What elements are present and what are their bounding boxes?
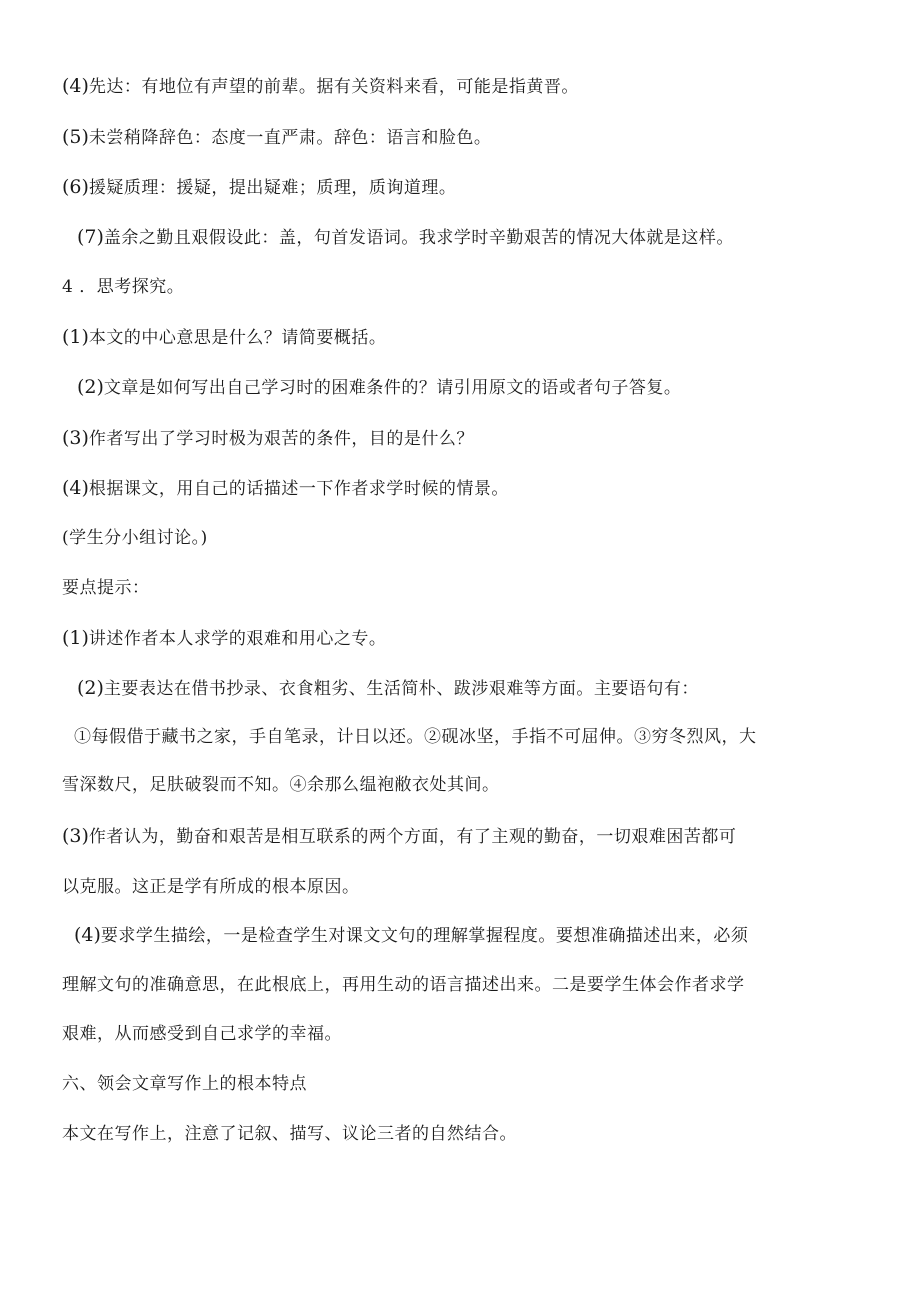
item-number: (3) — [62, 427, 89, 449]
item-text: 先达：有地位有声望的前辈。据有关资料来看，可能是指黄晋。 — [88, 77, 579, 97]
discussion-note: (学生分小组讨论。) — [62, 528, 208, 548]
item-number: (1) — [62, 627, 89, 649]
item-text: 讲述作者本人求学的艰难和用心之专。 — [88, 629, 387, 649]
item-text: 援疑质理：援疑，提出疑难；质理，质询道理。 — [88, 178, 457, 198]
hint-item — [62, 626, 862, 651]
question-item — [77, 375, 877, 400]
question-item — [62, 325, 862, 350]
item-number: (4) — [62, 477, 89, 499]
item-number: (6) — [62, 176, 89, 198]
item-text: 要求学生描绘，一是检查学生对课文文句的理解掌握程度。要想准确描述出来，必须 — [100, 926, 749, 946]
hint-continuation: 以克服。这正是学有所成的根本原因。 — [62, 877, 360, 897]
item-text: 根据课文，用自己的话描述一下作者求学时候的情景。 — [88, 479, 509, 499]
question-item — [62, 426, 862, 451]
item-text: 作者写出了学习时极为艰苦的条件，目的是什么？ — [88, 429, 474, 449]
item-number: (2) — [77, 677, 104, 699]
hint-quotes-line: 雪深数尺，足肤破裂而不知。④余那么缊袍敝衣处其间。 — [62, 775, 500, 795]
item-text: 未尝稍降辞色：态度一直严肃。辞色：语言和脸色。 — [88, 128, 492, 148]
item-number: (4) — [62, 75, 89, 97]
paragraph: 本文在写作上，注意了记叙、描写、议论三者的自然结合。 — [62, 1124, 517, 1144]
hint-continuation: 理解文句的准确意思，在此根底上，再用生动的语言描述出来。二是要学生体会作者求学 — [62, 975, 745, 995]
hint-quotes-line: ①每假借于藏书之家，手自笔录，计日以还。②砚冰坚，手指不可屈伸。③穷冬烈风，大 — [74, 727, 757, 747]
item-number: (7) — [77, 226, 104, 248]
question-item — [62, 476, 862, 501]
item-text: 盖余之勤且艰假设此：盖，句首发语词。我求学时辛勤艰苦的情况大体就是这样。 — [103, 228, 734, 248]
item-number: (1) — [62, 326, 89, 348]
item-text: 主要表达在借书抄录、衣食粗劣、生活简朴、跋涉艰难等方面。主要语句有： — [103, 679, 699, 699]
vocab-item — [77, 225, 877, 250]
item-text: 本文的中心意思是什么？请简要概括。 — [88, 328, 387, 348]
hint-continuation: 艰难，从而感受到自己求学的幸福。 — [62, 1024, 342, 1044]
vocab-item — [62, 175, 862, 200]
item-number: (3) — [62, 825, 89, 847]
vocab-item — [62, 74, 862, 99]
item-number: (5) — [62, 126, 89, 148]
hints-heading: 要点提示： — [62, 578, 150, 598]
item-number: (4) — [74, 924, 101, 946]
item-text: 作者认为，勤奋和艰苦是相互联系的两个方面，有了主观的勤奋，一切艰难困苦都可 — [88, 827, 737, 847]
item-text: 文章是如何写出自己学习时的困难条件的？请引用原文的语或者句子答复。 — [103, 378, 682, 398]
section-heading: 六、领会文章写作上的根本特点 — [62, 1074, 307, 1094]
item-number: (2) — [77, 376, 104, 398]
hint-item — [77, 676, 877, 701]
hint-item — [74, 923, 874, 948]
section-heading: 4 ．思考探究。 — [62, 277, 185, 297]
vocab-item — [62, 125, 862, 150]
hint-item — [62, 824, 862, 849]
